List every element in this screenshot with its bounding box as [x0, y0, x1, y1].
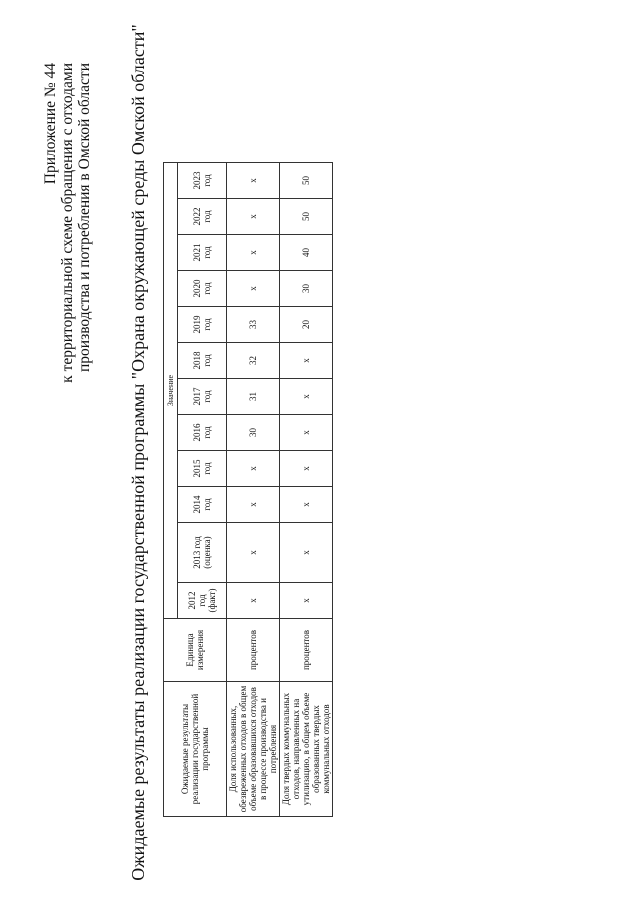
value-cell: 50	[280, 199, 333, 235]
table-row	[280, 163, 333, 817]
appendix-number: Приложение № 44	[42, 63, 59, 185]
unit-cell: процентов	[280, 619, 333, 682]
value-cell: х	[280, 487, 333, 523]
value-cell: 31	[227, 379, 280, 415]
value-cell: х	[227, 163, 280, 199]
header-year: 2018 год	[178, 343, 227, 379]
header-year: 2023 год	[178, 163, 227, 199]
value-cell: х	[280, 451, 333, 487]
header-year: 2017 год	[178, 379, 227, 415]
value-cell: х	[227, 235, 280, 271]
value-cell: х	[280, 415, 333, 451]
value-cell: х	[227, 451, 280, 487]
header-year: 2014 год	[178, 487, 227, 523]
header-year: 2022 год	[178, 199, 227, 235]
header-year: 2016 год	[178, 415, 227, 451]
header-year: 2021 год	[178, 235, 227, 271]
appendix-line-3: производства и потребления в Омской области	[76, 63, 93, 373]
header-value: Значение	[164, 163, 178, 619]
header-unit: Единица измерения	[164, 619, 227, 682]
results-table	[163, 162, 333, 817]
table-row	[227, 163, 280, 817]
value-cell: х	[227, 271, 280, 307]
appendix-line-2: к территориальной схеме обращения с отходами	[59, 63, 76, 383]
result-name-cell: Доля твердых коммунальных отходов, направленных на утилизацию, в общем объеме образованных твердых коммунальных отходов	[280, 682, 333, 817]
value-cell: 50	[280, 163, 333, 199]
document-title: Ожидаемые результаты реализации государственной программы "Охрана окружающей среды Омской области"	[128, 24, 148, 881]
header-year: 2020 год	[178, 271, 227, 307]
value-cell: х	[227, 199, 280, 235]
header-year: 2012 год (факт)	[178, 583, 227, 619]
value-cell: 30	[227, 415, 280, 451]
value-cell: х	[280, 343, 333, 379]
header-year: 2013 год (оценка)	[178, 523, 227, 583]
value-cell: 32	[227, 343, 280, 379]
header-results-name: Ожидаемые результаты реализации государственной программы	[164, 682, 227, 817]
unit-cell: процентов	[227, 619, 280, 682]
value-cell: х	[280, 583, 333, 619]
header-year: 2019 год	[178, 307, 227, 343]
appendix-block	[42, 63, 93, 383]
value-cell: 40	[280, 235, 333, 271]
value-cell: 20	[280, 307, 333, 343]
value-cell: х	[280, 523, 333, 583]
value-cell: х	[227, 523, 280, 583]
result-name-cell: Доля использованных, обезвреженных отходов в общем объеме образовавшихся отходов в процессе производства и потребления	[227, 682, 280, 817]
value-cell: х	[227, 583, 280, 619]
value-cell: х	[280, 379, 333, 415]
value-cell: х	[227, 487, 280, 523]
value-cell: 30	[280, 271, 333, 307]
header-year: 2015 год	[178, 451, 227, 487]
value-cell: 33	[227, 307, 280, 343]
